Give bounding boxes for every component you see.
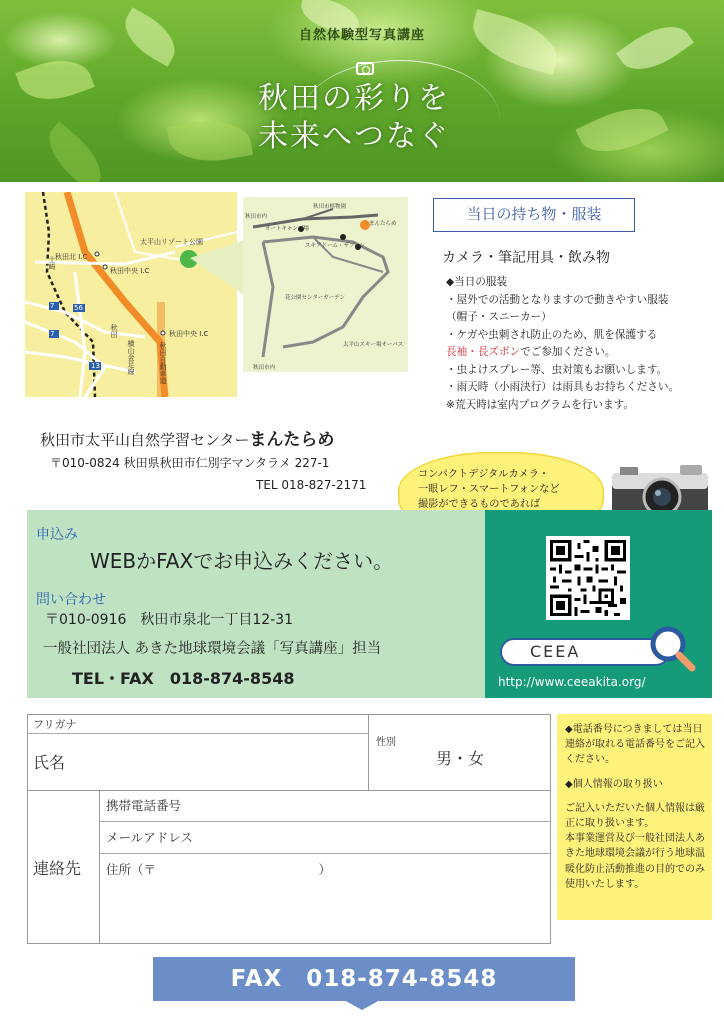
hero-title [258,80,450,156]
belongings-heading: 当日の持ち物・服装 [433,198,635,232]
apply-heading: 申込み [36,527,78,543]
map-zoom-connector [190,240,250,300]
belongings-line: ・虫よけスプレー等、虫対策もお願いします。 [446,363,668,376]
map-label-chuo-ic: 秋田中央 I.C [110,267,150,275]
center-name-prefix: 秋田市太平山自然学習センター [40,431,250,449]
route-7-badge-2: 7 [50,330,55,338]
qr-code[interactable] [546,536,630,620]
map-label-akita: 秋田 [110,324,118,338]
address-label: 住所（〒 ） [106,862,332,877]
belongings-line: ・雨天時（小雨決行）は雨具もお持ちください。 [446,381,680,393]
inquiry-org: 一般社団法人 あきた地球環境会議「写真講座」担当 [43,641,382,657]
map-label-city-south: 秋田市内 [253,365,276,371]
furigana-label: フリガナ [33,718,77,731]
gender-label: 性別 [376,737,396,748]
note-privacy-body: ご記入いただいた個人情報は厳正に取り扱います。 [565,802,705,830]
hero-subtitle: 自然体験型写真講座 [298,28,425,43]
map-label-chuo-ic-2: 秋田中央 I.C [169,330,209,338]
form-divider [100,853,550,854]
belongings-line: ・屋外での活動となりますので動きやすい服装 [446,293,669,306]
route-56-badge: 56 [74,304,83,312]
apply-instructions: WEBかFAXでお申込みください。 [90,549,394,573]
belongings-line: ・ケガや虫刺され防止のため、肌を保護する [446,328,658,341]
mobile-label: 携帯電話番号 [106,798,182,813]
center-name [40,425,334,450]
note-phone: ◆電話番号につきましては当日連絡が取れる電話番号をご記入ください。 [565,724,705,766]
inquiry-address: 〒010-0916 秋田市泉北一丁目12-31 [45,612,294,628]
magnifier-icon [648,624,696,672]
camera-icon [356,62,374,75]
hero-title-line1: 秋田の彩りを [258,81,450,116]
belongings-line: （帽子・スニーカー） [446,311,552,323]
map-label-kita-ic: 秋田北 I.C [55,253,88,261]
bubble-line: コンパクトデジタルカメラ・ [418,469,550,480]
bubble-line: 一眼レフ・スマートフォンなど [418,484,560,495]
email-label: メールアドレス [106,830,193,845]
belongings-line-tail: でご参加ください。 [520,346,616,358]
form-divider [99,790,100,944]
map-label-ski-dome: スキアドーム・ザブーン [305,243,366,249]
search-text: CEEA [530,642,581,661]
route-7-badge: 7 [50,302,55,310]
qr-pattern [550,540,626,616]
detail-map [243,197,408,372]
note-purpose: 本事業運営及び一般社団法人あきた地球環境会議が行う地球温暖化防止活動推進の目的でのみ使用いたします。 [565,833,705,890]
map-label-campsite: オートキャンプ場 [265,226,310,232]
down-arrow-icon [344,1000,380,1010]
inquiry-tel: TEL・FAX 018-874-8548 [72,669,295,688]
belongings-list [446,274,718,414]
route-13-badge: 13 [91,362,100,370]
privacy-note [557,714,712,920]
name-field[interactable] [90,735,366,789]
center-tel: TEL 018-827-2171 [256,478,367,492]
map-label-city-north: 秋田市内 [245,214,268,220]
inquiry-heading: 問い合わせ [36,592,106,608]
map-label-expressway: 秋田自動車道 [159,342,167,384]
long-sleeves-highlight: 長袖・長ズボン [446,346,521,358]
map-label-yokoyama-line: 横山金足線 [127,340,135,375]
belongings-main: カメラ・筆記用具・飲み物 [442,250,610,266]
hero-banner [0,0,724,182]
gender-options[interactable]: 男・女 [436,749,485,768]
note-privacy-heading: ◆個人情報の取り扱い [565,778,663,790]
website-url[interactable]: http://www.ceeakita.org/ [498,675,646,689]
search-bar[interactable] [500,638,670,666]
center-address: 〒010-0824 秋田県秋田市仁別字マンタラメ 227-1 [50,456,330,470]
contact-label: 連絡先 [33,859,82,878]
fax-number-bar: FAX 018-874-8548 [153,957,575,1001]
bubble-line: 撮影ができるものであれば [418,499,541,510]
belongings-line: ◆当日の服装 [446,276,508,288]
belongings-line [446,344,718,362]
form-divider [28,790,550,791]
map-label-botanical-garden: 秋田市植物園 [313,204,347,210]
map-label-flower-park: 花公園センターガーデン [285,295,346,301]
form-divider [368,714,369,790]
form-divider [28,733,368,734]
name-label: 氏名 [33,753,66,772]
center-name-bold: まんたらめ [249,430,335,450]
map-label-ski-resort: 太平山スキー場オーパス [343,342,404,348]
hero-title-line2: 未来へつなぐ [258,119,450,154]
map-label-resort-park: 太平山リゾート公園 [140,238,203,246]
map-label-mantarame: まんたらめ [369,221,397,227]
map-label-tsuchizaki: 土崎 [48,256,56,270]
belongings-line: ※荒天時は室内プログラムを行います。 [446,398,635,411]
form-divider [100,821,550,822]
